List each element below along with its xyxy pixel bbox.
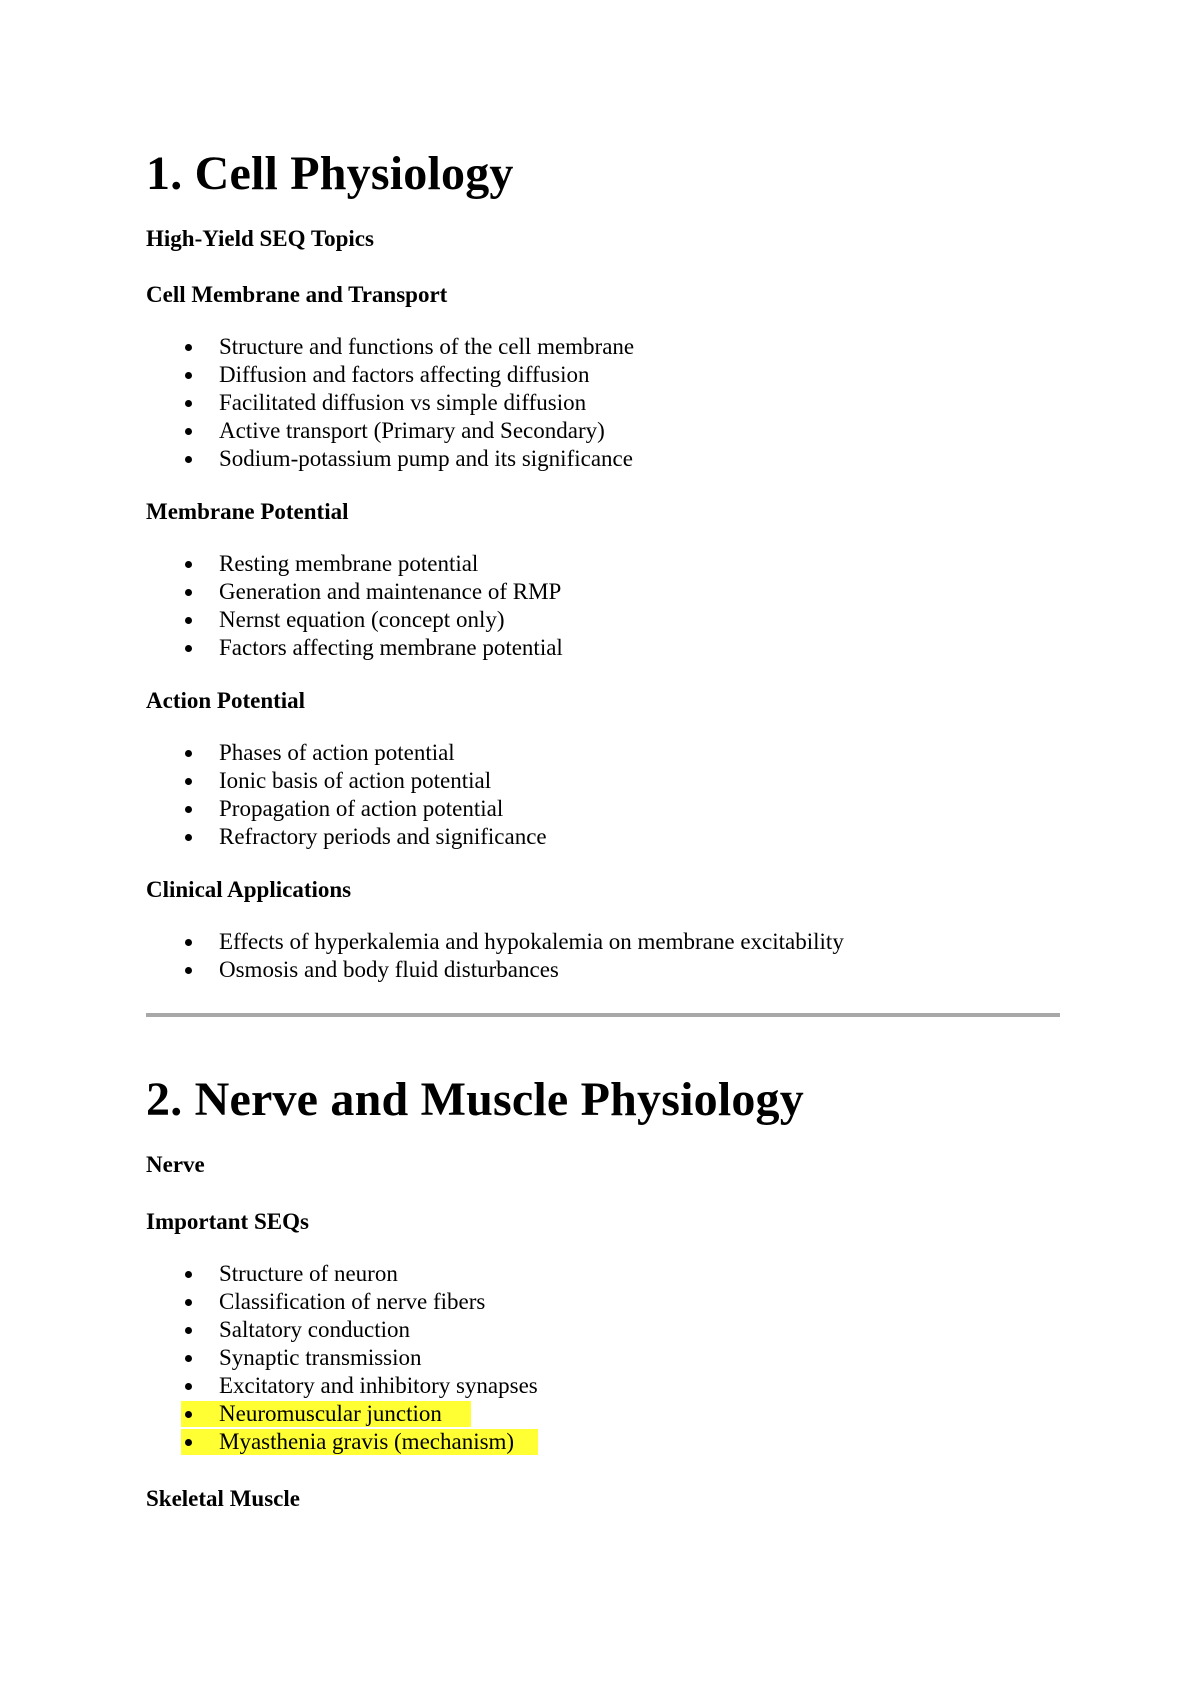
subheading-membrane-potential: Membrane Potential — [146, 499, 349, 524]
list-item: Factors affecting membrane potential — [185, 634, 1200, 662]
subheading-nerve: Nerve — [146, 1152, 205, 1177]
list-item: Ionic basis of action potential — [185, 767, 1200, 795]
subheading-skeletal-muscle: Skeletal Muscle — [146, 1486, 300, 1511]
list-item: Phases of action potential — [185, 739, 1200, 767]
bullet-icon — [185, 1271, 192, 1278]
section-title-cell-physiology: 1. Cell Physiology — [146, 147, 514, 200]
list-item: Excitatory and inhibitory synapses — [185, 1372, 1200, 1400]
list-item: Facilitated diffusion vs simple diffusion — [185, 389, 1200, 417]
bullet-icon — [185, 1355, 192, 1362]
list-item: Generation and maintenance of RMP — [185, 578, 1200, 606]
bullet-icon — [185, 645, 192, 652]
subheading-high-yield-seq-topics: High-Yield SEQ Topics — [146, 226, 374, 251]
list-item: Diffusion and factors affecting diffusion — [185, 361, 1200, 389]
bullet-icon — [185, 456, 192, 463]
bullet-icon — [185, 1439, 192, 1446]
highlighted-list-item: Myasthenia gravis (mechanism) — [185, 1428, 1200, 1456]
list-item: Saltatory conduction — [185, 1316, 1200, 1344]
bullet-icon — [185, 967, 192, 974]
section-title-nerve-muscle-physiology: 2. Nerve and Muscle Physiology — [146, 1073, 804, 1126]
list-item: Propagation of action potential — [185, 795, 1200, 823]
bullet-icon — [185, 400, 192, 407]
subheading-action-potential: Action Potential — [146, 688, 306, 713]
list-item: Structure and functions of the cell membrane — [185, 333, 1200, 361]
list-item: Sodium-potassium pump and its significance — [185, 445, 1200, 473]
bullet-icon — [185, 344, 192, 351]
section-divider — [146, 1013, 1060, 1017]
bullet-icon — [185, 939, 192, 946]
list-important-seqs — [146, 1260, 1200, 1456]
bullet-icon — [185, 1411, 192, 1418]
list-item: Classification of nerve fibers — [185, 1288, 1200, 1316]
bullet-icon — [185, 617, 192, 624]
list-item: Synaptic transmission — [185, 1344, 1200, 1372]
list-clinical-applications — [146, 928, 1200, 984]
subheading-cell-membrane-transport: Cell Membrane and Transport — [146, 282, 448, 307]
subheading-clinical-applications: Clinical Applications — [146, 877, 352, 902]
bullet-icon — [185, 1299, 192, 1306]
list-item: Active transport (Primary and Secondary) — [185, 417, 1200, 445]
bullet-icon — [185, 1327, 192, 1334]
bullet-icon — [185, 561, 192, 568]
list-membrane-potential — [146, 550, 1200, 662]
bullet-icon — [185, 589, 192, 596]
highlighted-list-item: Neuromuscular junction — [185, 1400, 1200, 1428]
bullet-icon — [185, 834, 192, 841]
list-action-potential — [146, 739, 1200, 851]
bullet-icon — [185, 750, 192, 757]
list-item: Osmosis and body fluid disturbances — [185, 956, 1200, 984]
list-item: Effects of hyperkalemia and hypokalemia on membrane excitability — [185, 928, 1200, 956]
bullet-icon — [185, 1383, 192, 1390]
bullet-icon — [185, 428, 192, 435]
list-cell-membrane-transport — [146, 333, 1200, 473]
list-item: Resting membrane potential — [185, 550, 1200, 578]
bullet-icon — [185, 778, 192, 785]
bullet-icon — [185, 806, 192, 813]
list-item: Structure of neuron — [185, 1260, 1200, 1288]
bullet-icon — [185, 372, 192, 379]
subheading-important-seqs: Important SEQs — [146, 1209, 309, 1234]
list-item: Refractory periods and significance — [185, 823, 1200, 851]
list-item: Nernst equation (concept only) — [185, 606, 1200, 634]
